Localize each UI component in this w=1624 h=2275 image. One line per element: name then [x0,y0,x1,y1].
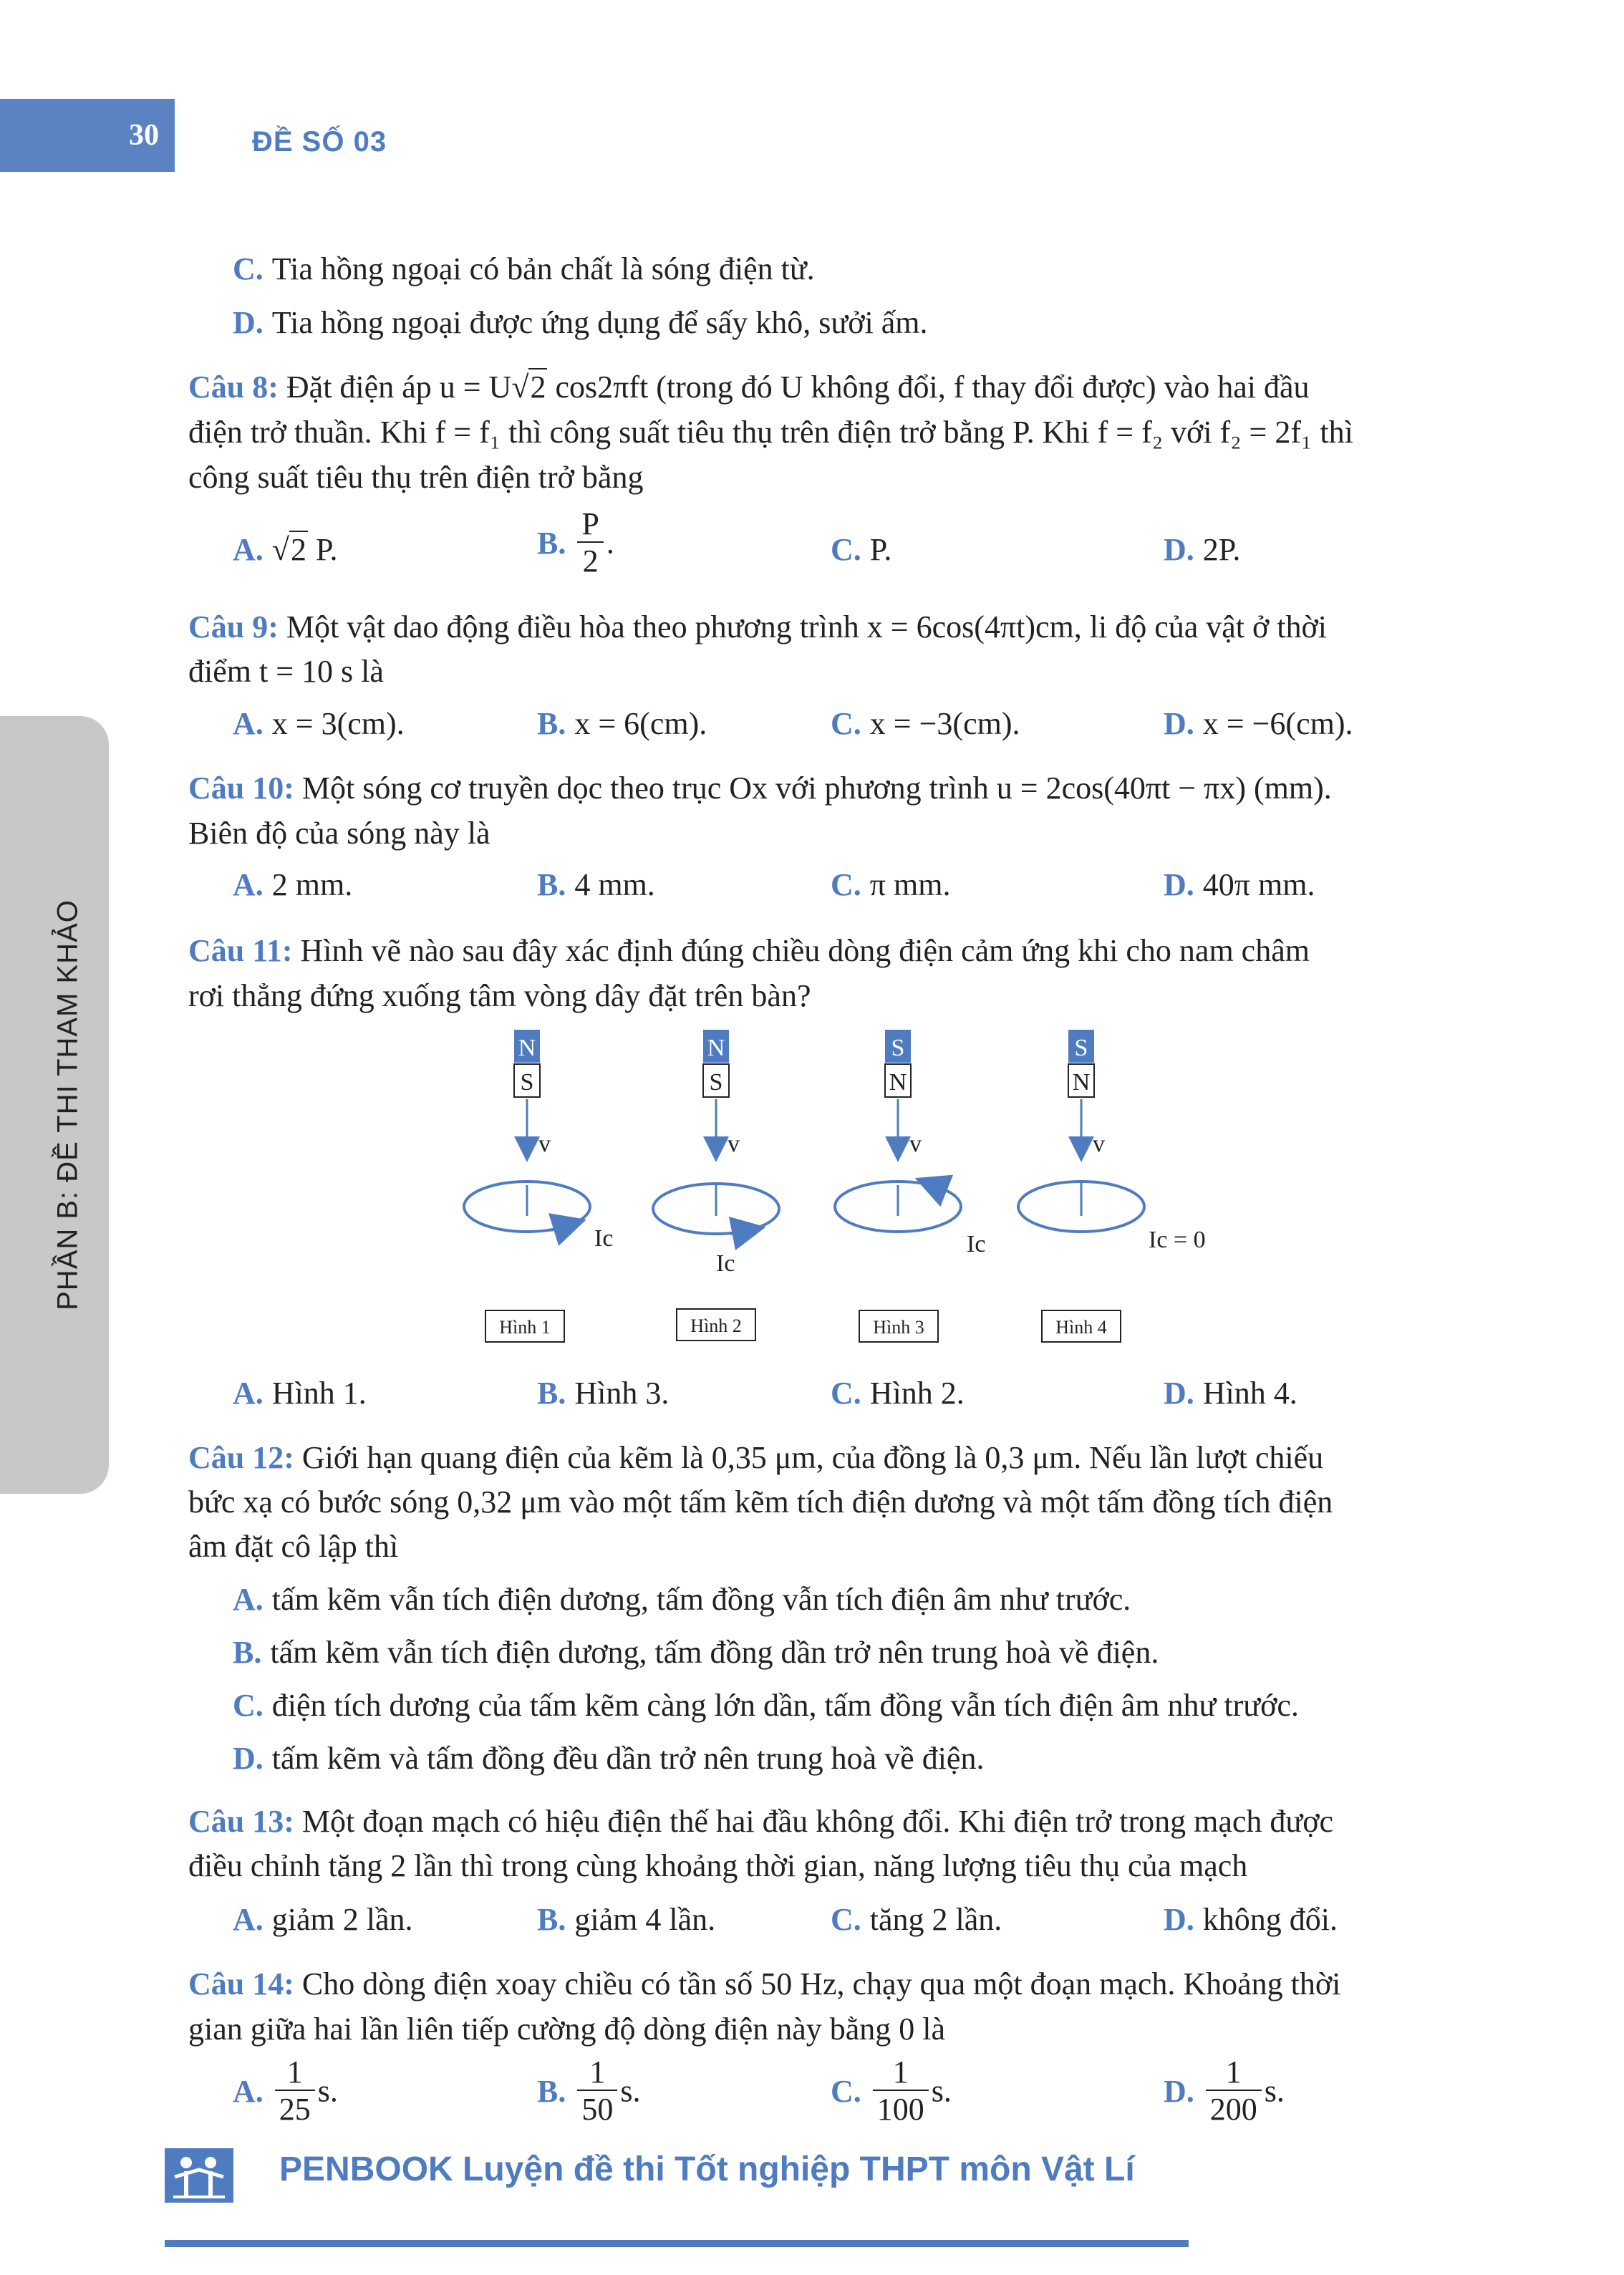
q8-option-b: B. $\frac{P}{2}$ . [537,506,614,579]
q13-option-d: D. không đổi. [1164,1902,1338,1937]
q10-option-c: C. π mm. [831,867,951,902]
current-label: Ic [716,1250,735,1277]
current-arrow [931,1184,945,1190]
q11-option-c: C. Hình 2. [831,1376,965,1411]
q12-option-b: B. tấm kẽm vẫn tích điện dương, tấm đồng dần trở nên trung hoà về điện. [233,1635,1159,1670]
q12-option-d: D. tấm kẽm và tấm đồng đều dần trở nên trung hoà về điện. [233,1741,985,1776]
q11-option-b: B. Hình 3. [537,1376,670,1411]
q8-option-a: A. √2 P. [233,532,338,567]
magnet-top-label: N [518,1035,536,1061]
q12-option-a: A. tấm kẽm vẫn tích điện dương, tấm đồng vẫn tích điện âm như trước. [233,1582,1131,1617]
q7-option-c: C. Tia hồng ngoại có bản chất là sóng điện từ. [233,251,815,286]
q8-option-c: C. P. [831,532,892,567]
magnet-bottom-label: S [520,1069,534,1096]
q13-option-a: A. giảm 2 lần. [233,1902,413,1937]
q11-line1: Câu 11: Hình vẽ nào sau đây xác định đúng chiều dòng điện cảm ứng khi cho nam châm [188,933,1310,968]
q13-option-c: C. tăng 2 lần. [831,1902,1002,1937]
q14-option-d: D. $\frac{1}{200}$ s. [1164,2054,1285,2127]
current-label: Ic [967,1231,986,1257]
q14-line2: gian giữa hai lần liên tiếp cường độ dòng điện này bằng 0 là [188,2011,946,2047]
side-tab-label: PHẦN B: ĐỀ THI THAM KHẢO [52,899,84,1310]
q9-option-a: A. x = 3(cm). [233,706,405,741]
q10-option-a: A. 2 mm. [233,867,353,902]
figure-caption: Hình 2 [690,1315,742,1336]
page-title: ĐỀ SỐ 03 [252,126,387,158]
q10-line2: Biên độ của sóng này là [188,816,490,851]
velocity-label: v [909,1131,922,1157]
figure-caption: Hình 1 [499,1317,551,1338]
q10-option-b: B. 4 mm. [537,867,655,902]
magnet-top-label: N [707,1035,725,1061]
current-arrow [730,1230,749,1234]
magnet-bottom-label: S [709,1069,723,1096]
q14-line1: Câu 14: Cho dòng điện xoay chiều có tần số 50 Hz, chạy qua một đoạn mạch. Khoảng thời [188,1966,1341,2001]
induction-diagram [430,1024,1232,1361]
figure-2 [653,1030,779,1341]
figure-4 [1018,1030,1206,1342]
footer-divider [165,2240,1189,2247]
q8-option-d: D. 2P. [1164,532,1241,567]
magnet-top-label: S [891,1035,905,1061]
velocity-label: v [1093,1131,1105,1157]
velocity-label: v [538,1131,551,1157]
magnet-top-label: S [1074,1035,1088,1061]
figure-caption: Hình 3 [873,1317,924,1338]
q14-option-c: C. $\frac{1}{100}$ s. [831,2054,952,2127]
q12-line2: bức xạ có bước sóng 0,32 μm vào một tấm kẽm tích điện dương và một tấm đồng tích điện [188,1484,1333,1520]
current-label: Ic [594,1225,614,1252]
q9-option-c: C. x = −3(cm). [831,706,1020,741]
q7-option-d: D. Tia hồng ngoại được ứng dụng để sấy khô, sưởi ấm. [233,305,928,340]
q9-line1: Câu 9: Một vật dao động điều hòa theo phương trình x = 6cos(4πt)cm, li độ của vật ở thời [188,609,1328,644]
q14-option-b: B. $\frac{1}{50}$ s. [537,2054,641,2127]
q10-line1: Câu 10: Một sóng cơ truyền dọc theo trục Ox với phương trình u = 2cos(40πt − πx) (mm). [188,771,1332,806]
q12-line3: âm đặt cô lập thì [188,1529,399,1564]
q13-option-b: B. giảm 4 lần. [537,1902,716,1937]
q12-line1: Câu 12: Giới hạn quang điện của kẽm là 0,35 μm, của đồng là 0,3 μm. Nếu lần lượt chiếu [188,1440,1324,1475]
q13-line1: Câu 13: Một đoạn mạch có hiệu điện thế hai đầu không đổi. Khi điện trở trong mạch được [188,1804,1334,1839]
q11-option-a: A. Hình 1. [233,1376,367,1411]
q8-line2: điện trở thuần. Khi f = f₁ thì công suất tiêu thụ trên điện trở bằng P. Khi f = f₂ với f₂ = 2f₁ thì [188,415,1353,450]
page-number: 30 [0,99,175,172]
q9-line2: điểm t = 10 s là [188,654,384,689]
magnet-bottom-label: N [1072,1069,1091,1096]
q13-line2: điều chỉnh tăng 2 lần thì trong cùng khoảng thời gian, năng lượng tiêu thụ của mạch [188,1848,1248,1883]
figure-caption: Hình 4 [1055,1317,1107,1338]
velocity-label: v [728,1131,740,1157]
footer-title: PENBOOK Luyện đề thi Tốt nghiệp THPT môn Vật Lí [279,2150,1135,2188]
q12-option-c: C. điện tích dương của tấm kẽm càng lớn dần, tấm đồng vẫn tích điện âm như trước. [233,1688,1299,1723]
q8-line3: công suất tiêu thụ trên điện trở bằng [188,460,644,495]
q8-line1: Câu 8: Đặt điện áp u = U√2 cos2πft (trong đó U không đổi, f thay đổi được) vào hai đầu [188,369,1310,405]
current-label: Ic = 0 [1149,1227,1206,1253]
publisher-logo-icon [165,2148,233,2203]
figure-3 [835,1030,985,1342]
q9-option-d: D. x = −6(cm). [1164,706,1353,741]
q14-option-a: A. $\frac{1}{25}$ s. [233,2054,338,2127]
q10-option-d: D. 40π mm. [1164,867,1315,902]
q9-option-b: B. x = 6(cm). [537,706,707,741]
magnet-bottom-label: N [889,1069,907,1096]
q11-line2: rơi thẳng đứng xuống tâm vòng dây đặt trên bàn? [188,978,811,1013]
q11-option-d: D. Hình 4. [1164,1376,1297,1411]
figure-1 [464,1030,613,1342]
